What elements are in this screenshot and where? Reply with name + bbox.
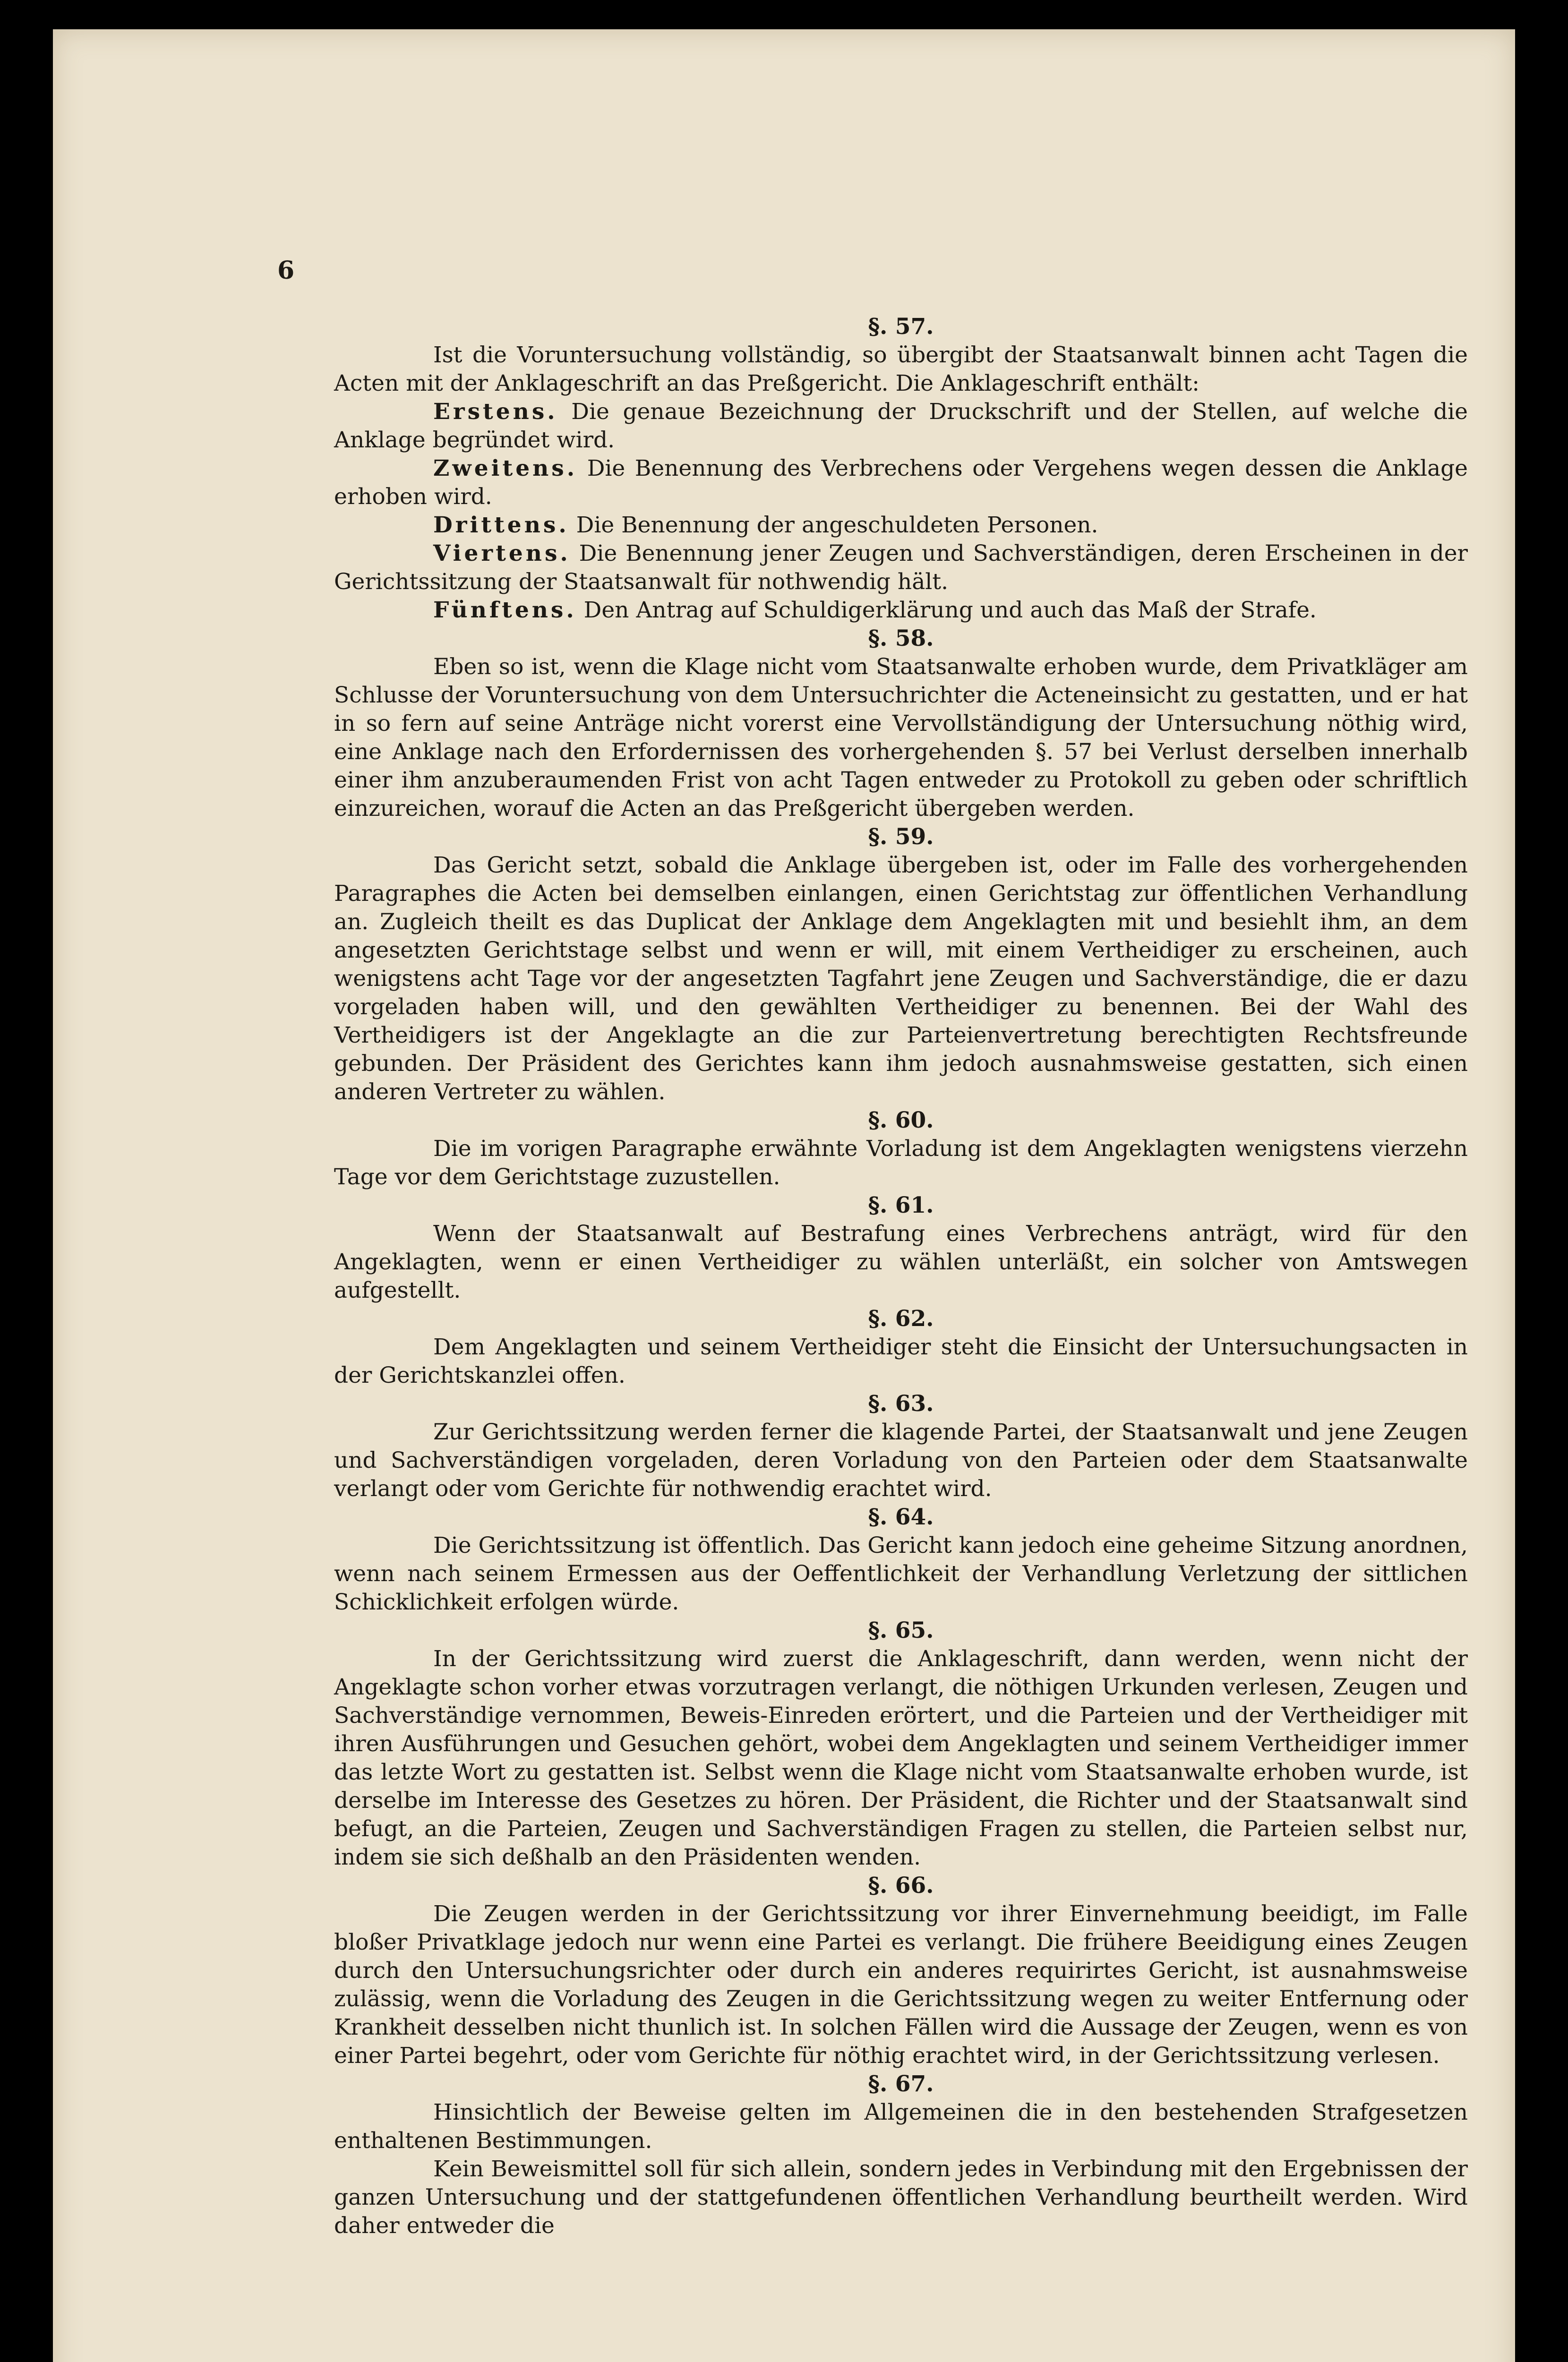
section-heading: §. 66. — [868, 1873, 934, 1899]
paragraph-text: Die Benennung der angeschuldeten Personen. — [569, 512, 1098, 538]
document-page — [53, 29, 1515, 2362]
section-67 — [334, 2070, 1468, 2240]
paragraph — [334, 511, 1468, 539]
paragraph-text: Die genaue Bezeichnung der Druckschrift und der Stellen, auf welche die Anklage begründet wird. — [334, 399, 1468, 453]
section-heading: §. 65. — [868, 1617, 934, 1643]
paragraph — [334, 2155, 1468, 2240]
enumeration-lead: Viertens. — [433, 540, 571, 566]
section-heading: §. 63. — [868, 1391, 934, 1417]
section-61 — [334, 1191, 1468, 1305]
section-heading: §. 57. — [868, 314, 934, 340]
paragraph-text: In der Gerichtssitzung wird zuerst die Anklageschrift, dann werden, wenn nicht der Angeklagte schon vorher etwas vorzutragen verlangt, die nöthigen Urkunden verlesen, Zeugen und Sachverständige vernommen, Beweis-Einreden erörtert, und die Parteien und der Vertheidiger mit ihren Ausführungen und Gesuchen gehört, wobei dem Angeklagten und seinem Vertheidiger immer das letzte Wort zu gestatten ist. Selbst wenn die Klage nicht vom Staatsanwalte erhoben wurde, ist derselbe im Interesse des Gesetzes zu hören. Der Präsident, die Richter und der Staatsanwalt sind befugt, an die Parteien, Zeugen und Sachverständigen Fragen zu stellen, die Parteien selbst nur, indem sie sich deßhalb an den Präsidenten wenden. — [334, 1646, 1468, 1870]
section-heading: §. 64. — [868, 1504, 934, 1530]
section-57 — [334, 313, 1468, 625]
section-heading: §. 60. — [868, 1107, 934, 1133]
paragraph-text: Die Zeugen werden in der Gerichtssitzung vor ihrer Einvernehmung beeidigt, im Falle bloßer Privatklage jedoch nur wenn eine Partei es verlangt. Die frühere Beeidigung eines Zeugen durch den Untersuchungsrichter oder durch ein anderes requirirtes Gericht, ist ausnahmsweise zulässig, wenn die Vorladung des Zeugen in die Gerichtssitzung wegen zu weiter Entfernung oder Krankheit desselben nicht thunlich ist. In solchen Fällen wird die Aussage der Zeugen, wenn es von einer Partei begehrt, oder vom Gerichte für nöthig erachtet wird, in der Gerichtssitzung verlesen. — [334, 1901, 1468, 2069]
section-62 — [334, 1305, 1468, 1390]
paragraph-text: Zur Gerichtssitzung werden ferner die klagende Partei, der Staatsanwalt und jene Zeugen und Sachverständigen vorgeladen, deren Vorladung von den Parteien oder dem Staatsanwalte verlangt oder vom Gerichte für nothwendig erachtet wird. — [334, 1419, 1468, 1502]
paragraph — [334, 1645, 1468, 1872]
section-58 — [334, 625, 1468, 823]
paragraph — [334, 1532, 1468, 1617]
text-body — [334, 313, 1468, 2240]
paragraph — [334, 454, 1468, 511]
paragraph — [334, 398, 1468, 454]
paragraph-text: Wenn der Staatsanwalt auf Bestrafung eines Verbrechens anträgt, wird für den Angeklagten, wenn er einen Vertheidiger zu wählen unterläßt, ein solcher von Amtswegen aufgestellt. — [334, 1221, 1468, 1303]
paragraph — [334, 1333, 1468, 1390]
enumeration-lead: Zweitens. — [433, 455, 578, 481]
paragraph-text: Dem Angeklagten und seinem Vertheidiger steht die Einsicht der Untersuchungsacten in der Gerichtskanzlei offen. — [334, 1334, 1468, 1388]
section-65 — [334, 1617, 1468, 1872]
paragraph — [334, 596, 1468, 625]
section-66 — [334, 1872, 1468, 2070]
paragraph-text: Kein Beweismittel soll für sich allein, sondern jedes in Verbindung mit den Ergebnissen der ganzen Untersuchung und der stattgefundenen öffentlichen Verhandlung beurtheilt werden. Wird daher entweder die — [334, 2156, 1468, 2239]
paragraph-text: Eben so ist, wenn die Klage nicht vom Staatsanwalte erhoben wurde, dem Privatkläger am Schlusse der Voruntersuchung von dem Untersuchrichter die Acteneinsicht zu gestatten, und er hat in so fern auf seine Anträge nicht vorerst eine Vervollständigung der Untersuchung nöthig wird, eine Anklage nach den Erfordernissen des vorhergehenden §. 57 bei Verlust derselben innerhalb einer ihm anzuberaumenden Frist von acht Tagen entweder zu Protokoll zu geben oder schriftlich einzureichen, worauf die Acten an das Preßgericht übergeben werden. — [334, 654, 1468, 822]
paragraph — [334, 539, 1468, 596]
paragraph — [334, 341, 1468, 398]
paragraph — [334, 1900, 1468, 2070]
section-63 — [334, 1390, 1468, 1503]
paragraph-text: Die Benennung jener Zeugen und Sachverständigen, deren Erscheinen in der Gerichtssitzung der Staatsanwalt für nothwendig hält. — [334, 540, 1468, 595]
paragraph — [334, 2098, 1468, 2155]
section-59 — [334, 823, 1468, 1106]
paragraph — [334, 1418, 1468, 1503]
paragraph — [334, 1135, 1468, 1191]
paragraph-text: Die Benennung des Verbrechens oder Vergehens wegen dessen die Anklage erhoben wird. — [334, 455, 1468, 510]
paragraph-text: Hinsichtlich der Beweise gelten im Allgemeinen die in den bestehenden Strafgesetzen enthaltenen Bestimmungen. — [334, 2099, 1468, 2154]
paragraph-text: Die Gerichtssitzung ist öffentlich. Das Gericht kann jedoch eine geheime Sitzung anordnen, wenn nach seinem Ermessen aus der Oeffentlichkeit der Verhandlung Verletzung der sittlichen Schicklichkeit erfolgen würde. — [334, 1532, 1468, 1615]
paragraph-text: Den Antrag auf Schuldigerklärung und auch das Maß der Strafe. — [576, 597, 1317, 623]
paragraph — [334, 653, 1468, 823]
section-heading: §. 59. — [868, 824, 934, 850]
section-heading: §. 58. — [868, 625, 934, 651]
paragraph — [334, 1220, 1468, 1305]
section-heading: §. 61. — [868, 1192, 934, 1218]
section-heading: §. 62. — [868, 1306, 934, 1332]
paragraph-text: Die im vorigen Paragraphe erwähnte Vorladung ist dem Angeklagten wenigstens vierzehn Tage vor dem Gerichtstage zuzustellen. — [334, 1136, 1468, 1190]
enumeration-lead: Fünftens. — [433, 597, 577, 623]
section-heading: §. 67. — [868, 2071, 934, 2097]
paragraph-text: Das Gericht setzt, sobald die Anklage übergeben ist, oder im Falle des vorhergehenden Paragraphes die Acten bei demselben einlangen, einen Gerichtstag zur öffentlichen Verhandlung an. Zugleich theilt es das Duplicat der Anklage dem Angeklagten mit und besiehlt ihm, an dem angesetzten Gerichtstage selbst und wenn er will, mit einem Vertheidiger zu erscheinen, auch wenigstens acht Tage vor der angesetzten Tagfahrt jene Zeugen und Sachverständige, die er dazu vorgeladen haben will, und den gewählten Vertheidiger zu benennen. Bei der Wahl des Vertheidigers ist der Angeklagte an die zur Parteienvertretung berechtigten Rechtsfreunde gebunden. Der Präsident des Gerichtes kann ihm jedoch ausnahmsweise gestatten, sich einen anderen Vertreter zu wählen. — [334, 852, 1468, 1105]
page-number: 6 — [277, 256, 295, 285]
enumeration-lead: Drittens. — [433, 512, 569, 538]
section-60 — [334, 1106, 1468, 1191]
section-64 — [334, 1503, 1468, 1617]
paragraph — [334, 851, 1468, 1106]
paragraph-text: Ist die Voruntersuchung vollständig, so übergibt der Staatsanwalt binnen acht Tagen die Acten mit der Anklageschrift an das Preßgericht. Die Anklageschrift enthält: — [334, 342, 1468, 396]
enumeration-lead: Erstens. — [433, 399, 558, 425]
